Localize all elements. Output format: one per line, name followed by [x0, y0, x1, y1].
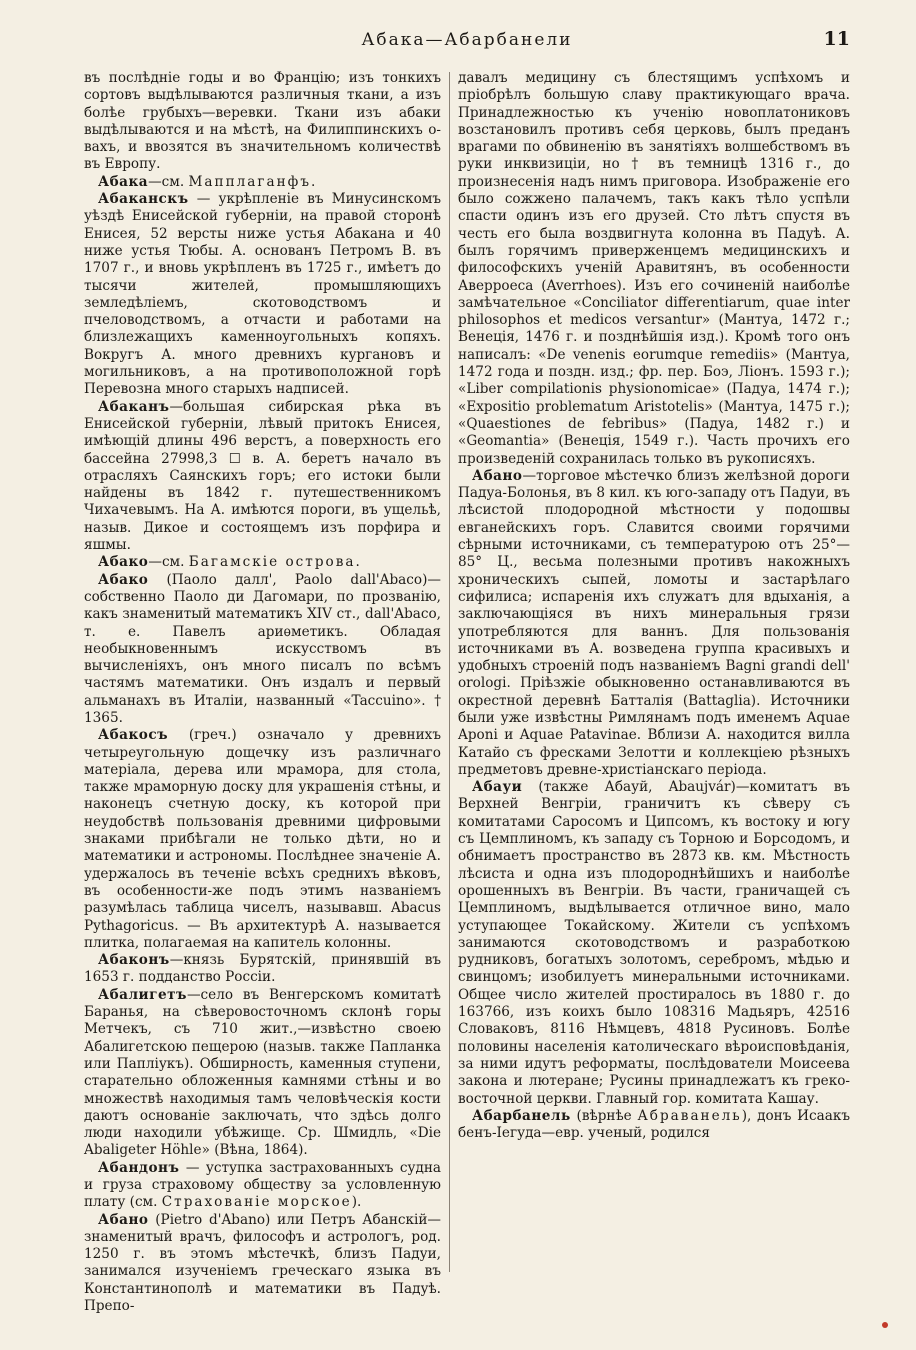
page-number: 11 — [823, 28, 850, 50]
entry-text: (греч.) означало у древнихъ четыреугольную дощечку изъ различнаго матерiала, дерева или мрамора, для стола, также мраморную доску для украшенiя стѣны, и наконецъ счетную доску, къ которой при неудобствѣ пользованiя древними цифровыми знаками прибѣгали не только дѣти, но и математики и астрономы. Послѣднее значенiе А. удержалось въ теченiе всѣхъ среднихъ вѣковъ, въ особенности-же подъ этимъ названiемъ разумѣлась таблица чиселъ, называвш. Abacus Pythagoricus. — Въ архитектурѣ А. называется плитка, полагаемая на капитель колонны. — [84, 727, 441, 951]
entry-text-tail: . — [310, 173, 316, 190]
entry-text-tail: ). — [351, 1194, 362, 1211]
entry-headword: Абаконъ — [98, 952, 170, 969]
entry-text: — уступка застрахованныхъ судна и груза страховому обществу за условленную плату (см. — [84, 1159, 441, 1211]
entry-headword: Абака — [98, 173, 149, 190]
dictionary-entry — [458, 468, 850, 779]
entry-text: (Паоло далл', Paolo dall'Abaco)—собственно Паоло ди Дагомари, по прозванiю, какъ знаменитый математикъ XIV ст., dall'Abaco, т. е. Павелъ ариѳметикъ. Обладая необыкновеннымъ искусствомъ въ вычисленiяхъ, онъ много писалъ по всѣмъ частямъ математики. Онъ издалъ и первый альманахъ въ Италiи, названный «Taccuino». † 1365. — [84, 571, 441, 726]
dictionary-entry — [84, 191, 441, 399]
entry-text: (вѣрнѣе — [570, 1107, 638, 1124]
dictionary-entry — [84, 174, 441, 191]
red-dot-mark — [882, 1322, 888, 1328]
column-divider — [449, 72, 450, 1272]
dictionary-entry — [84, 1160, 441, 1212]
entry-text: — укрѣпленiе въ Минусинскомъ уѣздѣ Енисейской губернiи, на правой сторонѣ Енисея, 52 версты ниже устья Абакана и 40 ниже устья Тюбы. А. основанъ Петромъ В. въ 1707 г., и вновь укрѣпленъ въ 1725 г., имѣетъ до тысячи жителей, промышляющихъ земледѣлiемъ, скотоводствомъ и пчеловодствомъ, а отчасти и работами на близлежащихъ каменноугольныхъ копяхъ. Вокругъ А. много древнихъ кургановъ и могильниковъ, а на противоположной горѣ Перевозна много старыхъ надписей. — [84, 191, 441, 398]
entry-headword: Абаканъ — [98, 398, 170, 415]
entry-headword: Абако — [98, 571, 149, 588]
cross-reference: Страхованiе морское — [161, 1194, 352, 1211]
entry-text: —см. — [148, 173, 189, 190]
entry-headword: Абано — [98, 1211, 149, 1228]
entry-text: (также Абауй, Abaujvár)—комитатъ въ Верхней Венгрiи, граничитъ къ сѣверу съ комитатами Саросомъ и Ципсомъ, къ востоку и югу съ Цемплиномъ, къ западу съ Торною и Борсодомъ, и обнимаетъ пространство въ 2873 кв. км. Мѣстность лѣсиста и одна изъ плодороднѣйшихъ и наиболѣе орошенныхъ въ Венгрiи. Въ части, граничащей съ Цемплиномъ, выдѣлывается отличное вино, мало уступающее Токайскому. Жители съ успѣхомъ занимаются скотоводствомъ и разработкою рудниковъ, богатыхъ золотомъ, серебромъ, мѣдью и свинцомъ; изобилуетъ минеральными источниками. Общее число жителей простиралось въ 1880 г. до 163766, изъ коихъ было 108316 Мадьяръ, 42516 Словаковъ, 8116 Нѣмцевъ, 4818 Русиновъ. Болѣе половины населенiя католическаго вѣроисповѣданiя, за ними идутъ реформаты, послѣдователи Моисеева закона и лютеране; Русины принадлежатъ къ греко-восточной церкви. Главный гор. комитата Кашау. — [458, 779, 850, 1107]
entry-headword: Абауи — [472, 779, 523, 796]
right-column — [458, 70, 850, 1142]
left-column — [84, 70, 441, 1315]
cross-reference: Абраванель — [637, 1107, 742, 1124]
dictionary-entry — [84, 1212, 441, 1316]
entry-headword: Абарбанель — [472, 1107, 571, 1124]
entry-text: въ послѣднiе годы и во Францiю; изъ тонкихъ сортовъ выдѣлываются различныя ткани, а изъ болѣе грубыхъ—веревки. Ткани изъ абаки выдѣлываются и на мѣстѣ, на Филиппинскихъ о-вахъ, и ввозятся въ значительномъ количествѣ въ Европу. — [84, 70, 441, 173]
continued-paragraph — [84, 70, 441, 174]
dictionary-entry — [84, 554, 441, 571]
entry-text: (Pietro d'Abano) или Петръ Абанскiй—знаменитый врачъ, философъ и астрологъ, род. 1250 г. въ этомъ мѣстечкѣ, близъ Падуи, занимался изученiемъ греческаго языка въ Константинополѣ и математики въ Падуѣ. Препо- — [84, 1211, 441, 1315]
entry-headword: Абано — [472, 467, 523, 484]
cross-reference: Багамскiе острова — [188, 554, 356, 571]
dictionary-entry — [84, 572, 441, 728]
dictionary-entry — [84, 399, 441, 555]
dictionary-entry — [458, 779, 850, 1108]
page-header — [84, 30, 850, 56]
continued-paragraph — [458, 70, 850, 468]
dictionary-entry — [84, 727, 441, 952]
entry-text: —большая сибирская рѣка въ Енисейской губернiи, лѣвый притокъ Енисея, имѣющiй длины 496 верстъ, а поверхность его бассейна 27998,3 ☐ в. А. беретъ начало въ отрасляхъ Саянскихъ горъ; его истоки были найдены въ 1842 г. путешественникомъ Чихачевымъ. На А. имѣются пороги, въ ущельѣ, назыв. Дикое и состоящемъ изъ порфира и яшмы. — [84, 398, 441, 554]
entry-headword: Абандонъ — [98, 1159, 180, 1176]
entry-text-tail: ), донъ Исаакъ бенъ-Iегуда—евр. ученый, родился — [458, 1107, 850, 1142]
dictionary-entry — [84, 987, 441, 1160]
entry-text: —князь Бурятскiй, принявшiй въ 1653 г. подданство Россiи. — [84, 952, 441, 986]
running-title: Абака—Абарбанели — [361, 30, 573, 50]
dictionary-entry — [458, 1108, 850, 1143]
entry-text-tail: . — [355, 554, 360, 571]
entry-text: —село въ Венгерскомъ комитатѣ Баранья, на сѣверовосточномъ склонѣ горы Метчекъ, съ 710 жит.,—извѣстно своею Абалигетскою пещерою (назыв. также Папланка или Папліукъ). Обширность, каменныя ступени, старательно обложенныя камнями стѣны и во множествѣ находимыя тамъ человѣческiя кости даютъ основанiе заключать, что здѣсь долго люди находили убѣжище. Ср. Шмидль, «Die Abaligeter Höhle» (Вѣна, 1864). — [84, 986, 441, 1159]
entry-text: давалъ медицину съ блестящимъ успѣхомъ и прiобрѣлъ большую славу практикующаго врача. Принадлежностью къ ученiю новоплатониковъ возстановилъ противъ себя церковь, былъ преданъ врагами по обвиненiю въ занятiяхъ волшебствомъ въ руки инквизицiи, но † въ темницѣ 1316 г., до произнесенiя надъ нимъ приговора. Изображенiе его было сожжено палачемъ, такъ какъ тѣло успѣли спасти одинъ изъ его друзей. Сто лѣтъ спустя въ честь его была воздвигнута колонна въ Падуѣ. А. былъ горячимъ приверженцемъ медицинскихъ и философскихъ ученiй Аравитянъ, въ особенности Аверроеса (Averrhoes). Изъ его сочиненiй наиболѣе замѣчательное «Conciliator differentiarum, quae inter philosophos et medicos versantur» (Мантуа, 1472 г.; Венецiя, 1476 г. и позднѣйшiя изд.). Кромѣ того онъ написалъ: «De venenis eorumque remediis» (Мантуа, 1472 года и поздн. изд.; фр. пер. Боэ, Лiонъ. 1593 г.); «Liber compilationis physionomicae» (Падуа, 1474 г.); «Expositio problematum Aristotelis» (Мантуа, 1475 г.); «Quaestiones de febribus» (Падуа, 1482 г.) и «Geomantia» (Венецiя, 1549 г.). Часть прочихъ его произведенiй сохранилась только въ рукописяхъ. — [458, 70, 850, 467]
entry-headword: Абако — [98, 554, 149, 571]
entry-text: —торговое мѣстечко близъ желѣзной дороги Падуа-Болонья, въ 8 кил. къ юго-западу отъ Падуи, въ лѣсистой плодородной мѣстности у подошвы евганейскихъ горъ. Славится своими горячими сѣрными источниками, съ температурою отъ 25°—85° Ц., весьма полезными противъ накожныхъ хроническихъ сыпей, ломоты и застарѣлаго сифилиса; испаренiя ихъ служатъ для вдыханiя, а заключающiяся въ нихъ минеральныя грязи употребляются для ваннъ. Для пользованiя источниками въ А. возведена группа красивыхъ и удобныхъ строенiй подъ названiемъ Bagni grandi dell' orologi. Прiѣзжiе обыкновенно останавливаются въ окрестной деревнѣ Батталiя (Battaglia). Источники были уже извѣстны Римлянамъ подъ именемъ Aquae Aponi и Aquae Patavinae. Вблизи А. находится вилла Катайо съ фресками Зелотти и коллекцiею рѣзныхъ предметовъ древне-христiанскаго перiода. — [458, 467, 850, 778]
entry-headword: Абалигетъ — [98, 986, 187, 1003]
entry-headword: Абаканскъ — [98, 191, 189, 208]
entry-headword: Абакосъ — [98, 727, 169, 744]
entry-text: —см. — [148, 554, 189, 571]
dictionary-entry — [84, 952, 441, 987]
cross-reference: Мапплаганфъ — [188, 173, 311, 190]
